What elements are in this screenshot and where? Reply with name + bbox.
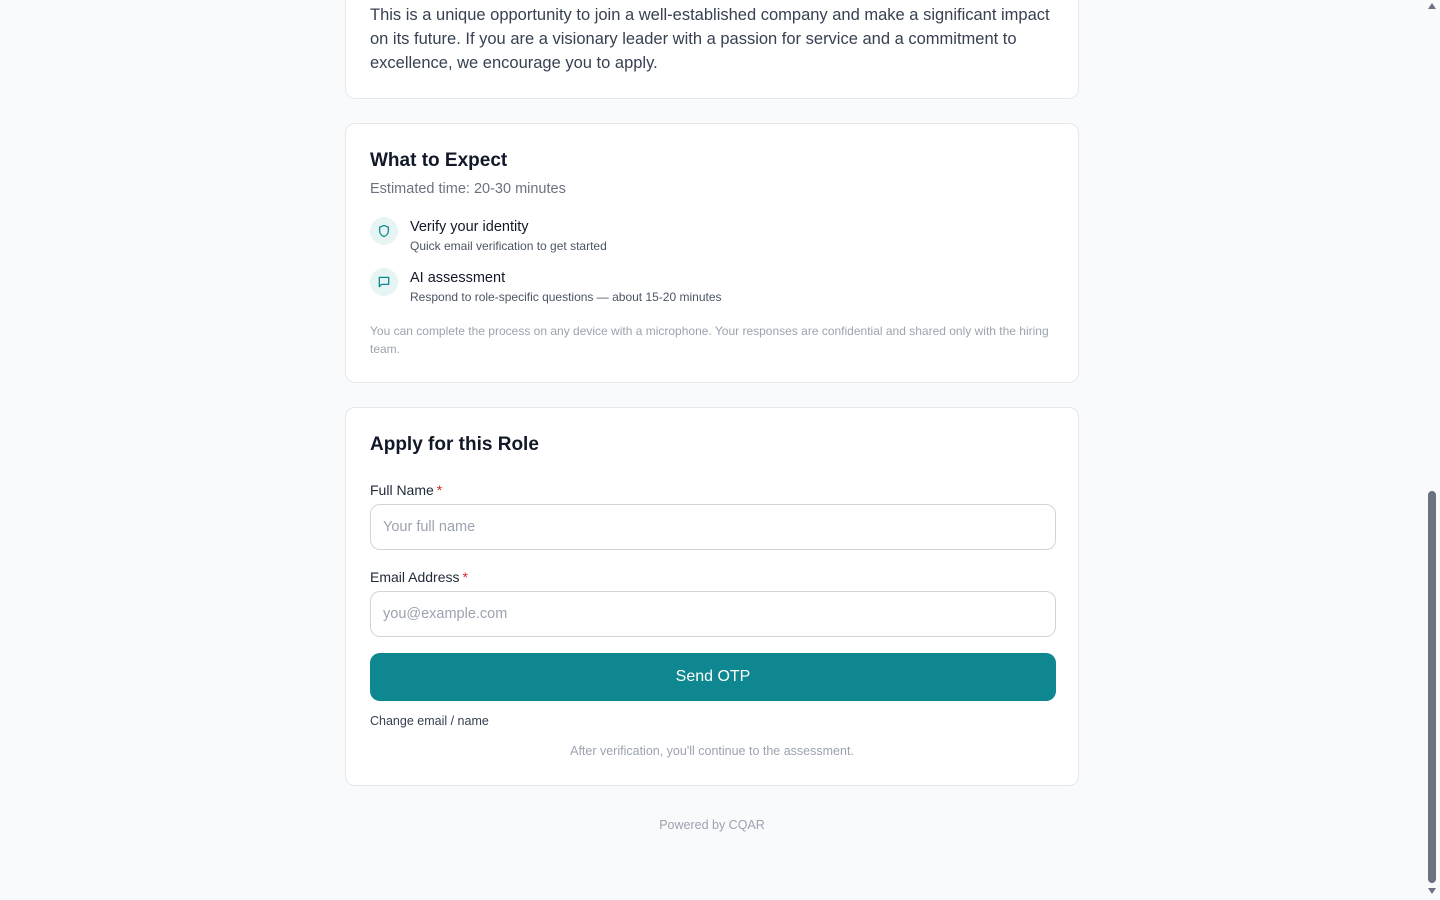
- step-verify-identity: [370, 217, 1050, 257]
- apply-card: [345, 407, 1079, 786]
- step-ai-assessment: [370, 268, 1050, 308]
- role-description-card: [345, 0, 1079, 99]
- full-name-input[interactable]: [370, 504, 1056, 550]
- email-label-text: Email Address: [370, 569, 460, 585]
- required-marker: *: [462, 569, 468, 585]
- change-email-name-link[interactable]: Change email / name: [370, 714, 489, 728]
- step-description: Respond to role-specific questions — about 15-20 minutes: [410, 290, 722, 304]
- step-description: Quick email verification to get started: [410, 239, 607, 253]
- step-title: Verify your identity: [410, 219, 529, 235]
- shield-icon: [370, 217, 398, 245]
- page-scrollbar[interactable]: [1425, 0, 1440, 900]
- step-title: AI assessment: [410, 270, 506, 286]
- full-name-label-text: Full Name: [370, 482, 434, 498]
- after-verification-note: After verification, you'll continue to the assessment.: [570, 744, 854, 758]
- privacy-note: You can complete the process on any device with a microphone. Your responses are confidential and shared only with the hiring team.: [370, 324, 1049, 356]
- email-label: [370, 569, 468, 585]
- send-otp-button[interactable]: Send OTP: [370, 653, 1056, 701]
- role-description-text: This is a unique opportunity to join a well-established company and make a significant impact on its future. If you are a visionary leader with a passion for service and a commitment to excellence, we encourage you to apply.: [370, 6, 1050, 72]
- estimated-time: Estimated time: 20-30 minutes: [370, 181, 566, 197]
- what-to-expect-card: [345, 123, 1079, 383]
- scrollbar-thumb[interactable]: [1428, 491, 1436, 883]
- full-name-label: [370, 482, 442, 498]
- email-input[interactable]: [370, 591, 1056, 637]
- required-marker: *: [436, 482, 443, 498]
- scroll-up-icon[interactable]: [1428, 3, 1436, 9]
- scroll-down-icon[interactable]: [1428, 888, 1436, 894]
- apply-title: Apply for this Role: [370, 434, 539, 455]
- powered-by-footer: Powered by CQAR: [659, 818, 765, 832]
- chat-icon: [370, 268, 398, 296]
- what-to-expect-title: What to Expect: [370, 150, 508, 171]
